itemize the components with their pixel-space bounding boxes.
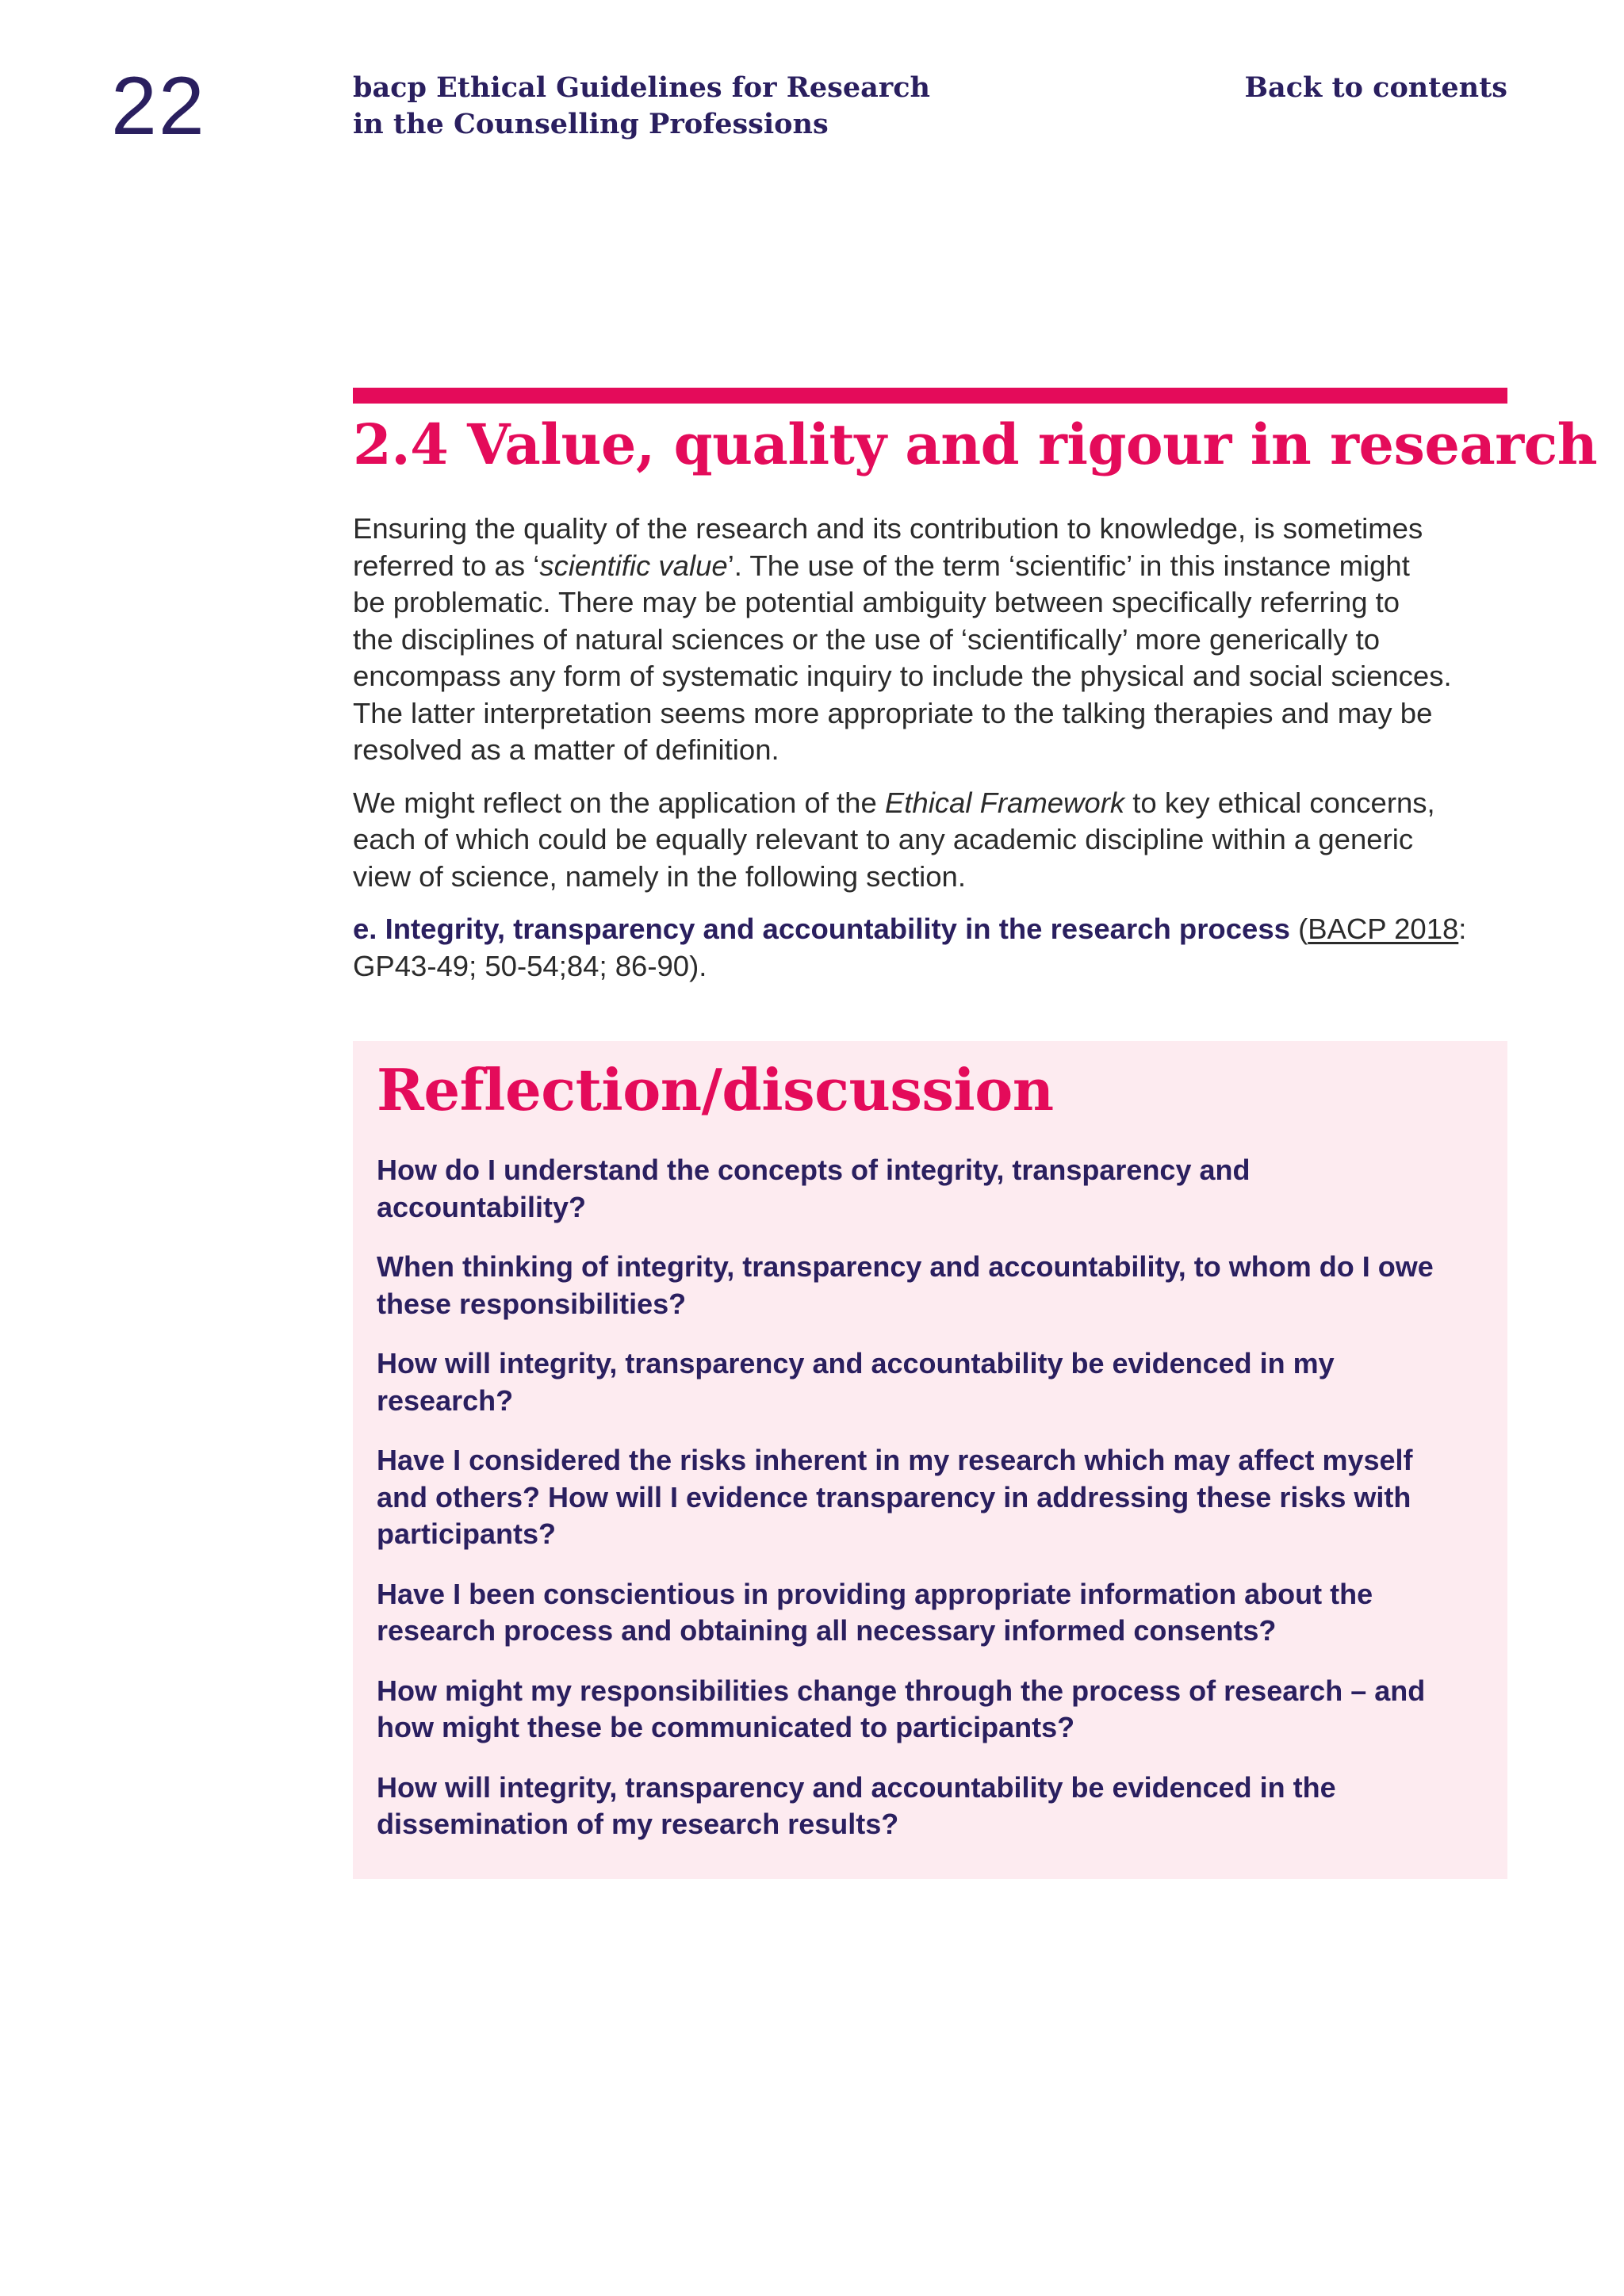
paragraph xyxy=(353,511,1519,769)
question-line: When thinking of integrity, transparency and accountability, to whom do I owe xyxy=(377,1250,1434,1283)
bacp-2018-reference-link[interactable]: BACP 2018 xyxy=(1308,913,1459,945)
text-run: ( xyxy=(1289,913,1308,945)
reflection-box xyxy=(353,1041,1507,1879)
paragraph xyxy=(353,911,1519,985)
text-run: : xyxy=(1458,913,1467,945)
question-line: participants? xyxy=(377,1517,557,1550)
text-run: We might reflect on the application of the xyxy=(353,786,885,819)
section-body xyxy=(353,511,1519,1001)
text-line: resolved as a matter of definition. xyxy=(353,733,779,766)
text-line xyxy=(353,548,1519,585)
question-line: research? xyxy=(377,1383,514,1417)
document-title-line: bacp Ethical Guidelines for Research xyxy=(353,71,930,104)
question-line: dissemination of my research results? xyxy=(377,1808,899,1840)
text-line: The latter interpretation seems more appropriate to the talking therapies and may be xyxy=(353,696,1433,729)
text-line: GP43-49; 50-54;84; 86-90). xyxy=(353,949,707,982)
reflection-questions xyxy=(377,1152,1487,1866)
reflection-question xyxy=(377,1442,1487,1553)
question-line: these responsibilities? xyxy=(377,1287,687,1320)
text-run: to key ethical concerns, xyxy=(1124,786,1435,819)
question-line: How will integrity, transparency and accountability be evidenced in my xyxy=(377,1347,1335,1380)
question-line: Have I been conscientious in providing appropriate information about the xyxy=(377,1577,1373,1610)
text-line: Ensuring the quality of the research and its contribution to knowledge, is sometimes xyxy=(353,512,1423,545)
reflection-question xyxy=(377,1249,1487,1322)
question-line: accountability? xyxy=(377,1190,587,1223)
question-line: Have I considered the risks inherent in my research which may affect myself xyxy=(377,1444,1413,1476)
text-line xyxy=(353,911,1519,948)
reflection-question xyxy=(377,1152,1487,1226)
reflection-question xyxy=(377,1770,1487,1843)
reflection-heading: Reflection/discussion xyxy=(377,1056,1054,1123)
question-line: research process and obtaining all necessary informed consents? xyxy=(377,1614,1277,1647)
text-line: encompass any form of systematic inquiry to include the physical and social sciences. xyxy=(353,660,1452,692)
question-line: How might my responsibilities change through the process of research – and xyxy=(377,1674,1426,1707)
subsection-label: e. Integrity, transparency and accountability in the research process xyxy=(353,913,1290,945)
text-line: the disciplines of natural sciences or the use of ‘scientifically’ more generically to xyxy=(353,622,1381,656)
question-line: How will integrity, transparency and accountability be evidenced in the xyxy=(377,1770,1336,1804)
reflection-question xyxy=(377,1673,1487,1747)
emphasis-text: scientific value xyxy=(539,549,728,582)
reflection-question xyxy=(377,1576,1487,1650)
text-line: be problematic. There may be potential ambiguity between specifically referring to xyxy=(353,586,1400,618)
section-heading: 2.4 Value, quality and rigour in research xyxy=(353,411,1598,477)
emphasis-text: Ethical Framework xyxy=(884,786,1125,819)
text-run: ’. The use of the term ‘scientific’ in this instance might xyxy=(727,549,1410,582)
question-line: and others? How will I evidence transparency in addressing these risks with xyxy=(377,1480,1411,1513)
page-number: 22 xyxy=(111,60,206,152)
paragraph xyxy=(353,785,1519,896)
question-line: how might these be communicated to participants? xyxy=(377,1711,1075,1743)
question-line: How do I understand the concepts of integrity, transparency and xyxy=(377,1154,1251,1186)
document-title-line: in the Counselling Professions xyxy=(353,108,829,140)
document-title xyxy=(353,70,956,143)
section-divider xyxy=(353,388,1507,404)
text-line: view of science, namely in the following section. xyxy=(353,859,966,893)
reflection-question xyxy=(377,1345,1487,1419)
back-to-contents-link[interactable]: Back to contents xyxy=(1244,71,1507,104)
text-line: each of which could be equally relevant to any academic discipline within a generic xyxy=(353,823,1414,855)
text-run: referred to as ‘ xyxy=(353,549,540,582)
text-line xyxy=(353,785,1519,822)
